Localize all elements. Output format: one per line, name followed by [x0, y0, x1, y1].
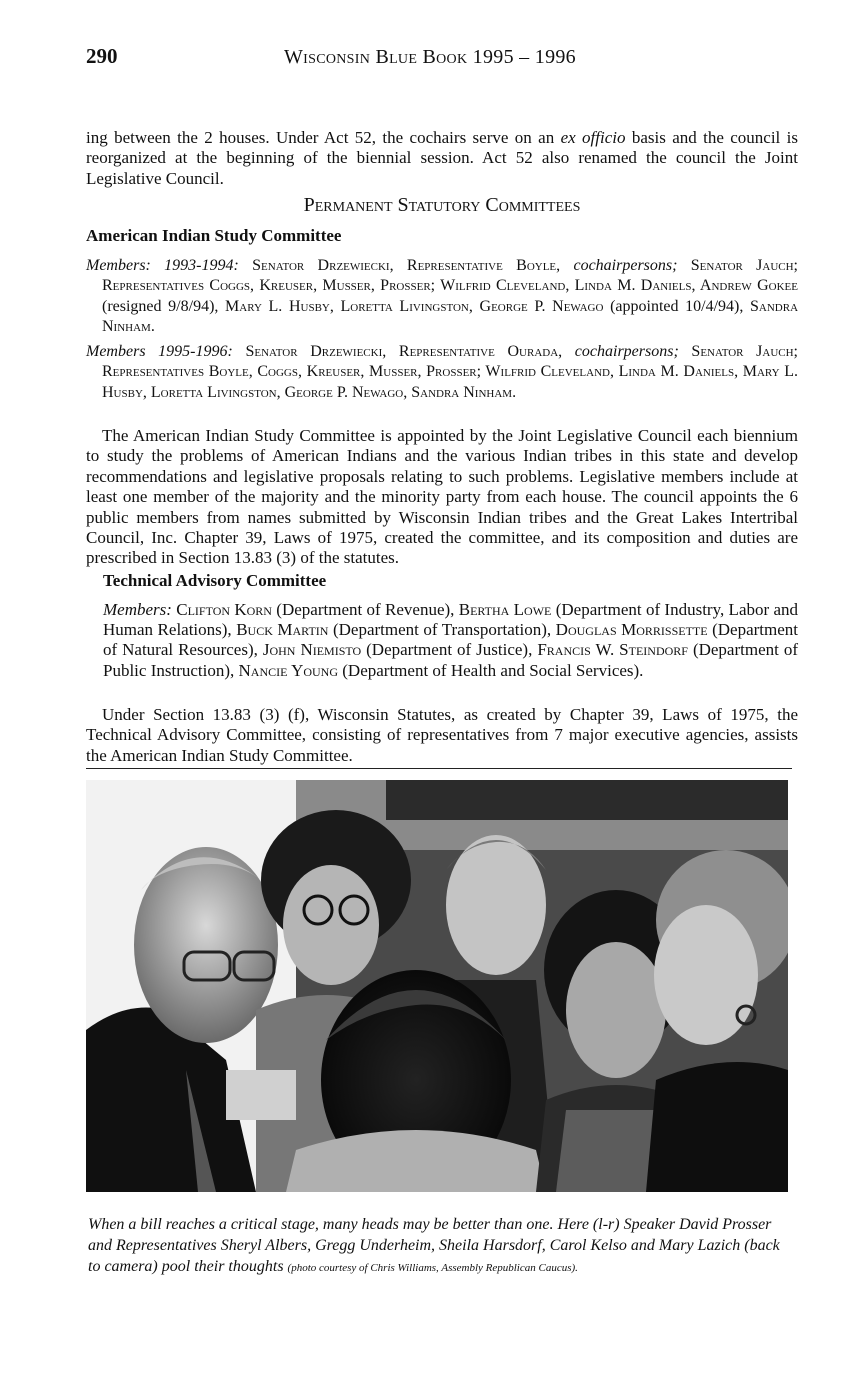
- members-names: Senator Drzewiecki, Representative Boyle,: [238, 257, 574, 274]
- members-names: Senator Jauch; Representatives Boyle, Coggs, Kreuser, Musser, Prosser; Wilfrid Cleveland, Linda M. Daniels, Mary L. Husby, Loretta Livingston, George P. Newago, Sandra Ninham.: [102, 343, 798, 401]
- section-divider: [86, 768, 792, 769]
- section-title: Permanent Statutory Committees: [303, 194, 581, 216]
- committee-description: [86, 426, 798, 569]
- committee-description-text: The American Indian Study Committee is appointed by the Joint Legislative Council each biennium to study the problems of American Indians and the various Indian tribes in this state and develop recommendations and legislative proposals relating to such problems. Legislative members include at least one member of the majority and the minority party from each house. The council appoints the 6 public members from names submitted by Wisconsin Indian tribes and the Great Lakes Intertribal Council, Inc. Chapter 39, Laws of 1975, created the committee, and its composition and duties are prescribed in Section 13.83 (3) of the statutes.: [86, 426, 798, 568]
- photo-illustration: [86, 780, 788, 1192]
- intro-text-end: basis and the council is reorganized at the beginning of the biennial session. Act 52 also renamed the council the Joint Legislative Council.: [86, 128, 798, 188]
- technical-description: [86, 705, 798, 766]
- members-label: Members: 1993-1994:: [86, 257, 239, 274]
- members-names: Mary L. Husby, Loretta Livingston, George P. Newago: [225, 297, 611, 315]
- member-name: Francis W. Steindorf: [537, 640, 688, 660]
- intro-latin-term: ex officio: [560, 128, 626, 147]
- page-number: 290: [86, 44, 118, 68]
- members-names: Sandra Ninham.: [102, 297, 799, 336]
- member-name: Bertha Lowe: [458, 600, 552, 619]
- member-department: (Department of Justice),: [361, 640, 538, 660]
- member-department: (Department of Public Instruction),: [103, 640, 798, 680]
- running-title: Wisconsin Blue Book 1995 – 1996: [284, 46, 576, 68]
- member-name: Douglas Morrissette: [555, 620, 708, 640]
- members-names: Senator Drzewiecki, Representative Ourada,: [232, 343, 575, 360]
- member-name: John Niemisto: [262, 640, 362, 660]
- technical-members: [103, 600, 798, 681]
- member-department: (Department of Natural Resources),: [103, 620, 799, 660]
- caption-text: When a bill reaches a critical stage, many heads may be better than one. Here (l-r) Speaker David Prosser and Representatives Sheryl Albers, Gregg Underheim, Sheila Harsdorf, Carol Kelso and Mary Lazich (back to camera) pool their thoughts: [88, 1216, 780, 1275]
- members-names: Senator Jauch; Representatives Coggs, Kreuser, Musser, Prosser; Wilfrid Cleveland, Linda M. Daniels, Andrew Gokee: [102, 257, 798, 295]
- cochair-role: cochairpersons;: [573, 257, 678, 274]
- group-photo: [86, 780, 788, 1192]
- technical-description-text: Under Section 13.83 (3) (f), Wisconsin Statutes, as created by Chapter 39, Laws of 1975, the Technical Advisory Committee, consisting of representatives from 7 major executive agencies, assists the American Indian Study Committee.: [86, 705, 798, 765]
- technical-committee-title: Technical Advisory Committee: [103, 571, 327, 590]
- member-name: Nancie Young: [238, 660, 339, 680]
- members-label: Members 1995-1996:: [86, 343, 233, 360]
- members-1995-1996: [86, 342, 798, 403]
- member-department: (Department of Health and Social Services).: [338, 660, 644, 680]
- member-department: (Department of Industry, Labor and Human Relations),: [103, 600, 799, 640]
- member-department: (Department of Revenue),: [271, 600, 459, 619]
- technical-members-label: Members:: [103, 600, 172, 619]
- member-name: Buck Martin: [236, 620, 329, 640]
- photo-credit: (photo courtesy of Chris Williams, Assembly Republican Caucus).: [287, 1262, 578, 1274]
- members-note: (appointed 10/4/94),: [610, 297, 750, 315]
- intro-paragraph: [86, 128, 798, 189]
- member-name: Clifton Korn: [176, 600, 272, 619]
- members-1993-1994: [86, 256, 798, 338]
- cochair-role: cochairpersons;: [574, 343, 679, 360]
- intro-text-start: ing between the 2 houses. Under Act 52, the cochairs serve on an: [86, 128, 561, 147]
- photo-caption: [88, 1214, 788, 1279]
- committee-title: American Indian Study Committee: [86, 226, 342, 245]
- member-department: (Department of Transportation),: [328, 620, 556, 640]
- members-note: (resigned 9/8/94),: [102, 297, 226, 315]
